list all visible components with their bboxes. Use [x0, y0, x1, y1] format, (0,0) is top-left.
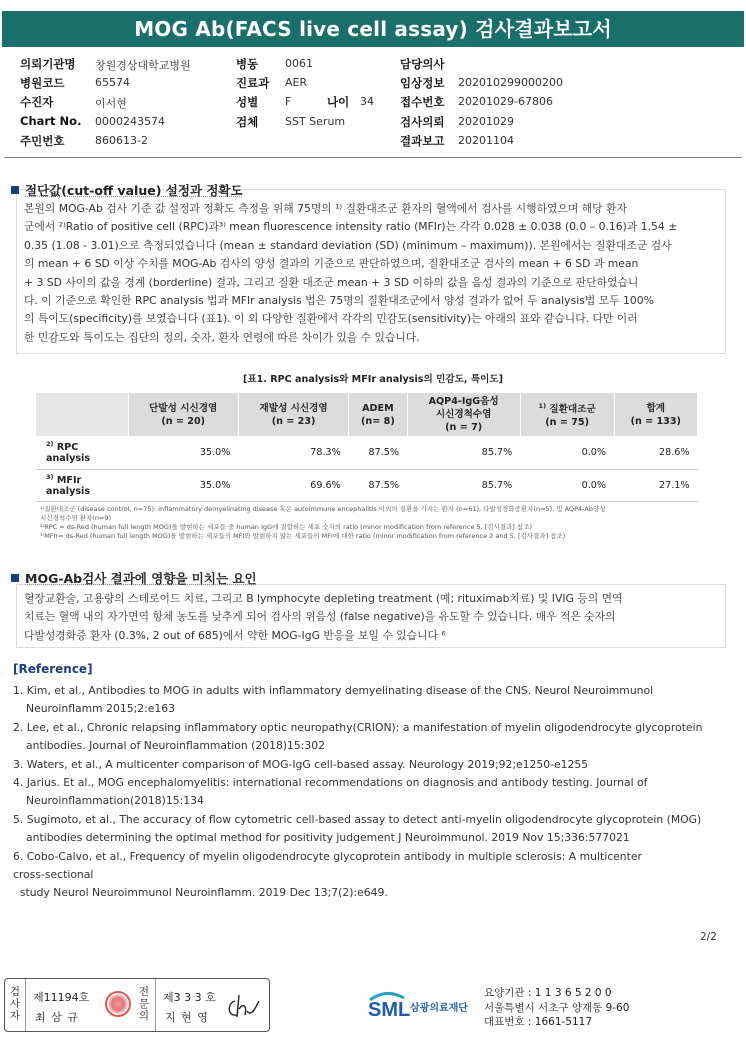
collector-value: 이서현	[95, 97, 127, 110]
specialist-name: 지 현 영	[165, 1011, 209, 1024]
request-label: 검사의뢰	[400, 115, 445, 129]
sex-label: 성별	[236, 95, 259, 109]
ward-label: 병동	[236, 57, 259, 71]
specimen-label: 검체	[236, 115, 259, 129]
divider	[155, 979, 156, 1031]
divider	[4, 157, 742, 158]
dept-label: 진료과	[236, 76, 270, 90]
table-header: 단발성 시신경염 (n = 20)	[128, 393, 238, 436]
text-line: 다발성경화증 환자 (0.3%, 2 out of 685)에서 약한 MOG-IgG 반응을 보일 수 있습니다 ⁶	[24, 628, 446, 642]
request-value: 20201029	[458, 115, 514, 128]
id-value: 860613-2	[95, 134, 148, 147]
patient-info	[20, 56, 726, 151]
signature-box	[4, 978, 270, 1032]
lab-address: 서울특별시 서초구 양재동 9-60	[484, 1001, 630, 1014]
seal-stamp-icon	[105, 991, 131, 1017]
sensitivity-table	[36, 393, 698, 502]
specialist-license: 제3 3 3 호	[163, 991, 216, 1004]
footnote: 시신경척수염 환자(n=9)	[40, 514, 112, 522]
text-line: 의 특이도(specificity)를 보였습니다 (표1). 이 외 다양한 질환에서 각각의 민감도(sensitivity)는 아래의 표와 같습니다. 다만 이러	[24, 312, 638, 326]
receipt-label: 접수번호	[400, 95, 445, 109]
table-header: AQP4-IgG음성 시신경척수염 (n = 7)	[407, 393, 520, 436]
table-cell: 35.0%	[128, 436, 238, 469]
table-cell: 28.6%	[614, 436, 697, 469]
text-line: 혈장교환술, 고용량의 스테로이드 치료, 그리고 B lymphocyte depleting treatment (예; rituximab치료) 및 IVIG 등의 면역	[24, 592, 623, 605]
table-cell: 27.1%	[614, 469, 697, 501]
lab-code: 요양기관 : 1 1 3 6 5 2 0 0	[484, 987, 612, 999]
text-line: 의 mean + 6 SD 이상 수치를 MOG-Ab 검사의 양성 결과의 기준으로 판단하였으며, 질환대조군 검사의 mean + 6 SD 과 mean	[24, 257, 639, 271]
text-line: 군에서 ²⁾Ratio of positive cell (RPC)과³⁾ mean fluorescence intensity ratio (MFIr)는 각각 0.028 ± 0.038 (0.0 – 0.16)과 1.54 ±	[24, 220, 678, 234]
table-row	[36, 436, 698, 469]
handwritten-signature-icon	[225, 991, 263, 1021]
age-label: 나이	[327, 95, 350, 109]
text-line: 치료는 혈액 내의 자가면역 항체 농도를 낮추게 되어 검사의 위음성 (false negative)을 유도할 수 있습니다. 매우 적은 숫자의	[24, 610, 616, 624]
lab-phone: 대표번호 : 1661-5117	[484, 1016, 593, 1028]
report-date-label: 결과보고	[400, 134, 445, 148]
cutoff-paragraph	[24, 200, 716, 347]
reference-item: 5. Sugimoto, et al., The accuracy of flow cytometric cell-based assay to detect anti-myelin oligodendrocyte glycoprotein (MOG) antibodies determining the optimal method for positivity judgement J Neuroimmunol. 2019 Nov 15;336:577021	[13, 812, 702, 845]
chart-label: Chart No.	[20, 114, 82, 128]
clinical-label: 임상정보	[400, 76, 445, 90]
hospital-value: 창원경상대학교병원	[95, 59, 191, 72]
reference-item: 3. Waters, et al., A multicenter comparison of MOG-IgG cell-based assay. Neurology 2019;92;e1250-e1255	[13, 757, 589, 771]
dept-value: AER	[285, 76, 308, 89]
reference-item: 6. Cobo-Calvo, et al., Frequency of myelin oligodendrocyte glycoprotein antibody in multiple sclerosis: A multicenter	[13, 849, 642, 863]
table-cell: 87.5%	[349, 436, 407, 469]
table-corner	[36, 393, 128, 436]
bullet-square-icon	[11, 186, 19, 194]
specialist-label: 전 문 의	[138, 986, 150, 1022]
factors-section-heading: MOG-Ab검사 결과에 영향을 미치는 요인	[11, 569, 257, 587]
reference-item: 2. Lee, et al., Chronic relapsing inflammatory optic neuropathy(CRION): a manifestation of myelin oligodendrocyte glycoprotein antibodies. Journal of Neuroinflammation (2018)15:302	[13, 720, 703, 753]
text-line: 0.35 (1.08 - 3.01)으로 측정되었습니다 (mean ± standard deviation (SD) (minimum – maximum)). 본원에서는 질환대조군 검사	[24, 238, 672, 252]
text-line: 본원의 MOG-Ab 검사 기준 값 설정과 정확도 측정을 위해 75명의 ¹⁾ 질환대조군 환자의 혈액에서 검사를 시행하였으며 해당 환자	[24, 202, 627, 215]
row-header: $^{3)}$ MFIr analysis	[36, 469, 128, 501]
table-cell: 69.6%	[238, 469, 348, 501]
footnote: ³⁾MFIr= ds-Red (human full length MOG)를 발현하는 세포들의 MFI와 발현하지 않는 세포들의 MFI에 대한 ratio (minor modification from reference 2 and 5, [검사결과] 참조)	[40, 532, 566, 540]
bullet-square-icon	[11, 574, 19, 582]
table-header: 재발성 시신경염 (n = 23)	[238, 393, 348, 436]
row-header: $^{2)}$ RPC analysis	[36, 436, 128, 469]
page-number: 2/2	[700, 931, 717, 943]
chart-value: 0000243574	[95, 115, 165, 128]
table-cell: 78.3%	[238, 436, 348, 469]
sml-logo	[366, 986, 478, 1026]
text-line: 다. 이 기준으로 확인한 RPC analysis 법과 MFIr analysis 법은 75명의 질환대조군에서 양성 결과가 없어 두 analysis법 모두 100%	[24, 294, 654, 308]
report-title: MOG Ab(FACS live cell assay) 검사결과보고서	[2, 11, 744, 47]
table-cell: 35.0%	[128, 469, 238, 501]
table-header: $^{1)}$ 질환대조군 (n = 75)	[520, 393, 614, 436]
examiner-label: 검 사 자	[9, 986, 21, 1022]
table-row	[36, 469, 698, 501]
examiner-name: 최 삼 규	[35, 1011, 79, 1024]
collector-label: 수진자	[20, 95, 54, 109]
doctor-label: 담당의사	[400, 57, 445, 71]
footnote: ²⁾RPC = ds-Red (human full length MOG)를 발현하는 세포들 중 human IgG에 결합하는 세포 숫자의 ratio (minor modification from reference 5, [검사결과] 참조)	[40, 523, 533, 531]
table-cell: 87.5%	[349, 469, 407, 501]
receipt-value: 20201029-67806	[458, 95, 553, 108]
text-line: 한 민감도와 특이도는 집단의 정의, 숫자, 환자 연령에 따른 차이가 있을 수 있습니다.	[24, 330, 420, 344]
footnote: ¹⁾질환대조군 (disease control, n=75): inflammatory demyelinating disease 혹은 autoimmune encephalitis 이외의 질환을 가지는 환자 (n=61), 다발성경화증환자(n=5), 및 AQP4-Ab양성	[40, 505, 606, 513]
cutoff-section-heading: 절단값(cut-off value) 설정과 정확도	[11, 181, 243, 199]
table-title: [표1. RPC analysis와 MFIr analysis의 민감도, 특이도]	[242, 374, 504, 385]
id-label: 주민번호	[20, 134, 65, 148]
table-cell: 0.0%	[520, 436, 614, 469]
table-header: 합계 (n = 133)	[614, 393, 697, 436]
reference-list	[13, 682, 733, 903]
table-header: ADEM (n= 8)	[349, 393, 407, 436]
hospital-label: 의뢰기관명	[20, 57, 76, 71]
text-line: + 3 SD 사이의 값을 경계 (borderline) 결과, 그리고 질환 대조군 mean + 3 SD 이하의 값을 음성 결과의 기준으로 판단하였습니	[24, 275, 639, 289]
table-cell: 0.0%	[520, 469, 614, 501]
code-value: 65574	[95, 76, 130, 89]
reference-item: 1. Kim, et al., Antibodies to MOG in adults with inflammatory demyelinating disease of the CNS. Neurol Neuroimmunol Neuroinflamm 2015;2:e163	[13, 684, 654, 716]
age-value: 34	[360, 95, 374, 108]
examiner-license: 제11194호	[33, 991, 90, 1004]
reference-item: 4. Jarius. Et al., MOG encephalomyelitis: international recommendations on diagnosis and antibody testing. Journal of Neuroinflammation(2018)15:134	[13, 776, 648, 808]
org-name: 삼광의료재단	[410, 1003, 468, 1014]
ward-value: 0061	[285, 57, 313, 70]
divider	[25, 979, 26, 1031]
report-date-value: 20201104	[458, 134, 514, 147]
lab-contact	[484, 986, 629, 1030]
code-label: 병원코드	[20, 76, 65, 90]
factors-paragraph	[24, 590, 716, 645]
clinical-value: 202010299000200	[458, 76, 563, 89]
reference-heading: [Reference]	[13, 662, 93, 676]
logo-text: SML	[368, 999, 411, 1021]
table-cell: 85.7%	[407, 436, 520, 469]
sex-value: F	[285, 95, 292, 108]
table-cell: 85.7%	[407, 469, 520, 501]
reference-continuation: study Neurol Neuroimmunol Neuroinflamm. 2019 Dec 13;7(2):e649.	[13, 886, 388, 900]
table-footnotes	[40, 505, 710, 541]
reference-continuation: cross-sectional	[13, 868, 94, 882]
specimen-value: SST Serum	[285, 115, 346, 128]
